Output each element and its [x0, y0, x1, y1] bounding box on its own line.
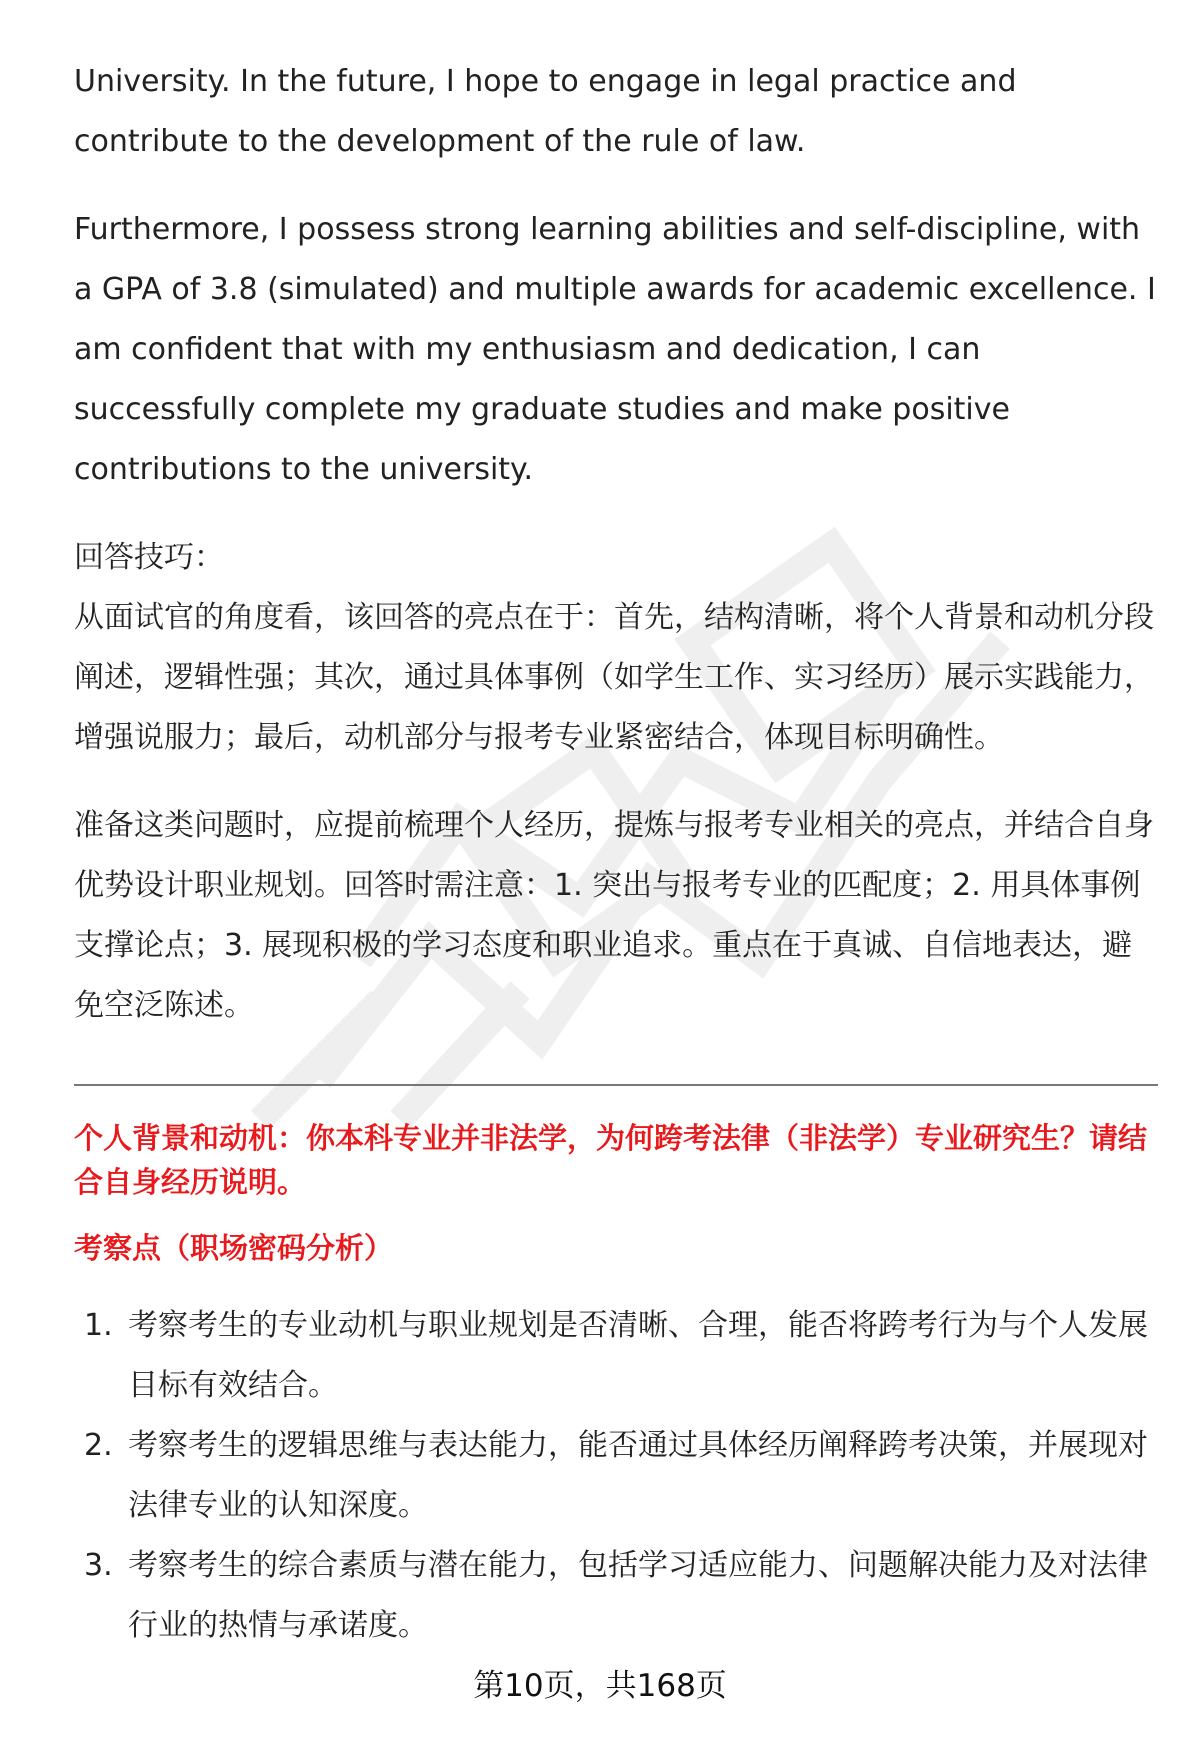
list-item: [74, 1416, 1160, 1536]
list-item-text: 考察考生的综合素质与潜在能力，包括学习适应能力、问题解决能力及对法律行业的热情与承诺度。: [128, 1548, 1148, 1643]
list-item: [74, 1536, 1160, 1656]
page-number-footer: 第10页，共168页: [473, 1668, 727, 1704]
list-item-number: 3.: [84, 1548, 113, 1583]
list-item-text: 考察考生的专业动机与职业规划是否清晰、合理，能否将跨考行为与个人发展目标有效结合。: [128, 1308, 1148, 1403]
assessment-points-list: [74, 1296, 1160, 1656]
question-heading: 个人背景和动机：你本科专业并非法学，为何跨考法律（非法学）专业研究生？请结合自身经历说明。: [74, 1121, 1148, 1199]
tips-label: 回答技巧：: [74, 540, 224, 575]
paragraph-english-2: Furthermore, I possess strong learning abilities and self-discipline, with a GPA of 3.8 (simulated) and multiple awards for academic excellence. I am confident that with my enthusiasm and dedication, I can successfully complete my graduate studies and make positive contributions to the university.: [74, 212, 1156, 487]
content-area: [74, 52, 1160, 1036]
list-item-number: 1.: [84, 1308, 113, 1343]
section-divider: [74, 1084, 1158, 1086]
assessment-heading: 考察点（职场密码分析）: [74, 1231, 394, 1265]
list-item-number: 2.: [84, 1428, 113, 1463]
tips-paragraph-1: 从面试官的角度看，该回答的亮点在于：首先，结构清晰，将个人背景和动机分段阐述，逻辑性强；其次，通过具体事例（如学生工作、实习经历）展示实践能力，增强说服力；最后，动机部分与报考专业紧密结合，体现目标明确性。: [74, 600, 1154, 755]
list-item-text: 考察考生的逻辑思维与表达能力，能否通过具体经历阐释跨考决策，并展现对法律专业的认知深度。: [128, 1428, 1148, 1523]
tips-paragraph-2: 准备这类问题时，应提前梳理个人经历，提炼与报考专业相关的亮点，并结合自身优势设计职业规划。回答时需注意：1. 突出与报考专业的匹配度；2. 用具体事例支撑论点；3. 展现积极的学习态度和职业追求。重点在于真诚、自信地表达，避免空泛陈述。: [74, 808, 1154, 1023]
list-item: [74, 1296, 1160, 1416]
paragraph-english-1: University. In the future, I hope to engage in legal practice and contribute to the development of the rule of law.: [74, 64, 1017, 159]
